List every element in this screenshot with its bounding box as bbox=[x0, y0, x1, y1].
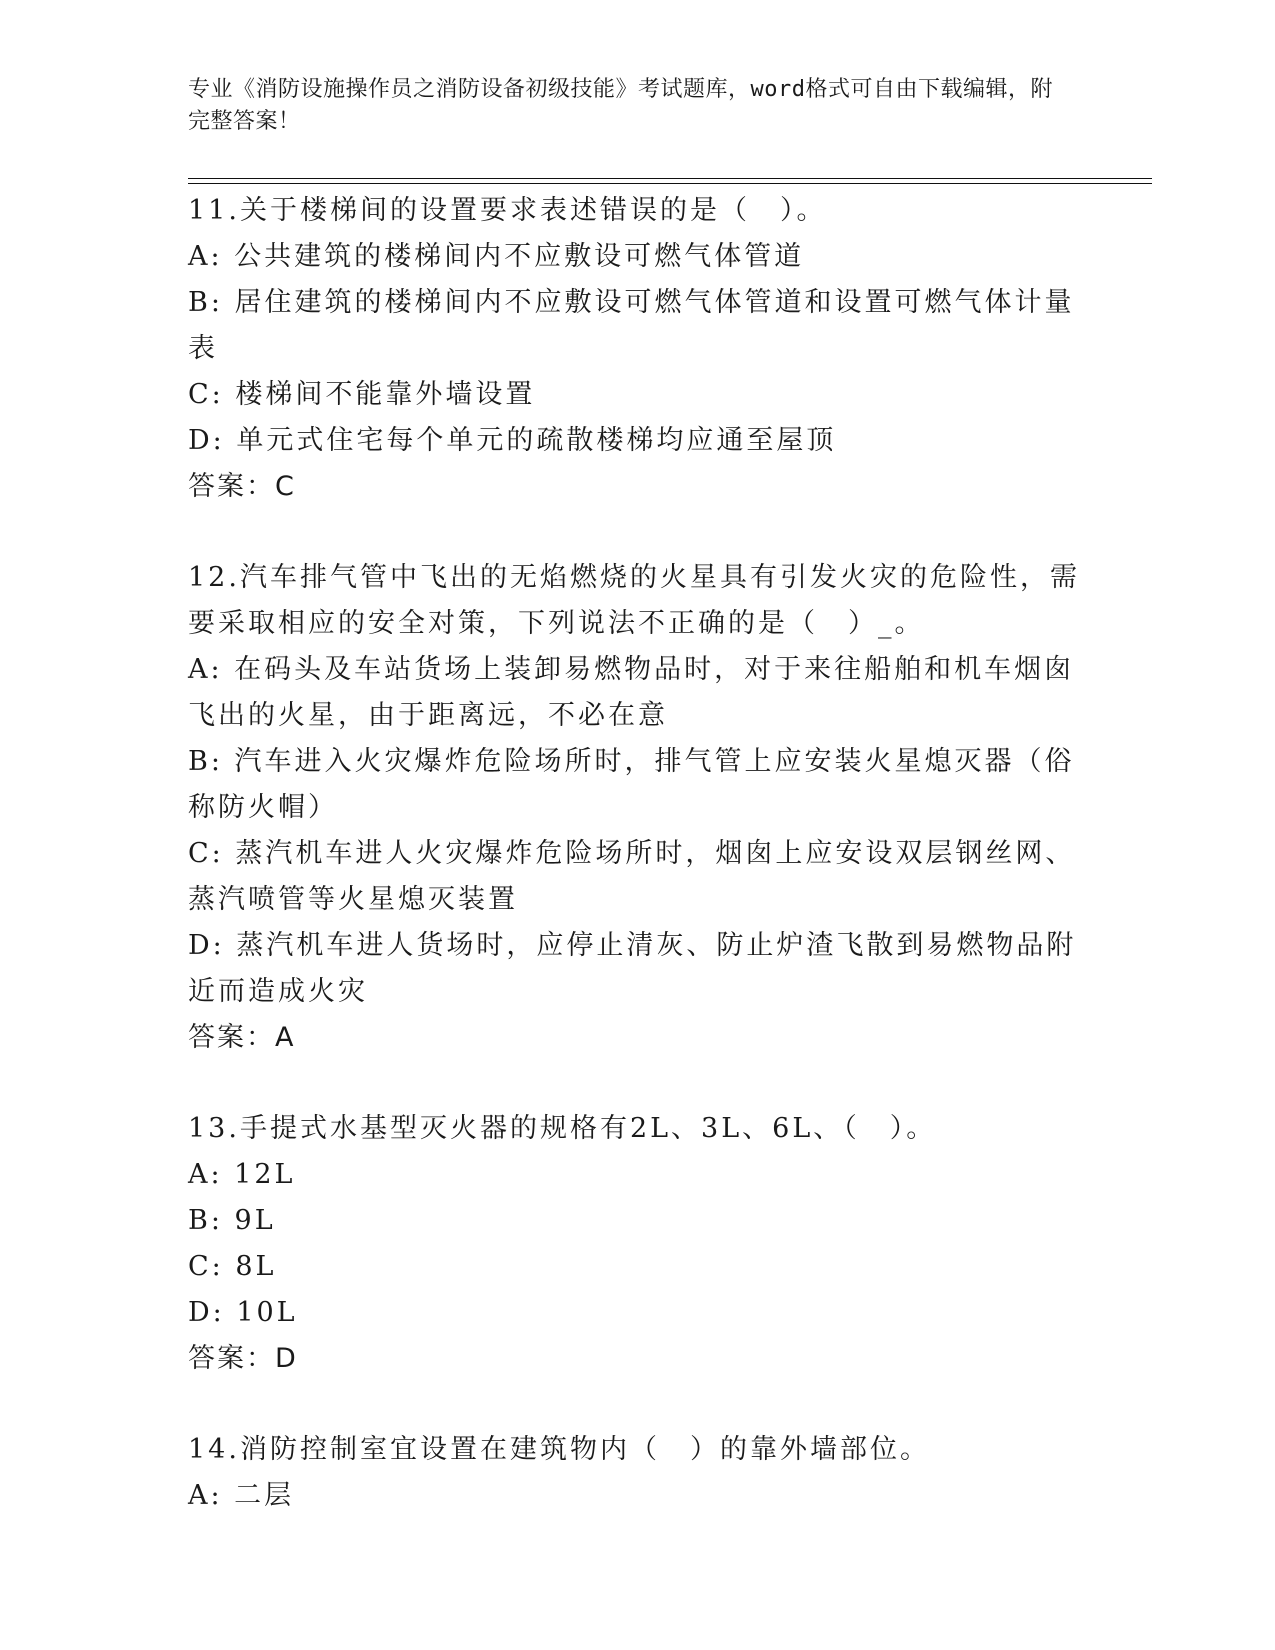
option-a: A: 公共建筑的楼梯间内不应敷设可燃气体管道 bbox=[188, 241, 805, 272]
question-stem: 12.汽车排气管中飞出的无焰燃烧的火星具有引发火灾的危险性，需要采取相应的安全对策，下列说法不正确的是（ ）_。 bbox=[188, 562, 1080, 639]
question-stem: 14.消防控制室宜设置在建筑物内（ ）的靠外墙部位。 bbox=[188, 1434, 930, 1465]
question-11 bbox=[188, 188, 1088, 510]
spacer bbox=[188, 1382, 1088, 1427]
option-c: C: 楼梯间不能靠外墙设置 bbox=[188, 379, 536, 410]
question-stem: 13.手提式水基型灭火器的规格有2L、3L、6L、（ ）。 bbox=[188, 1113, 937, 1144]
question-13 bbox=[188, 1106, 1088, 1382]
option-a: A: 二层 bbox=[188, 1480, 295, 1511]
option-c: C: 蒸汽机车进人火灾爆炸危险场所时，烟囱上应安设双层钢丝网、蒸汽喷管等火星熄灭装置 bbox=[188, 838, 1076, 915]
answer: 答案：A bbox=[188, 1022, 296, 1053]
question-12 bbox=[188, 555, 1088, 1061]
option-b: B: 9L bbox=[188, 1205, 276, 1236]
document-header bbox=[188, 74, 1068, 138]
question-stem: 11.关于楼梯间的设置要求表述错误的是（ ）。 bbox=[188, 195, 827, 226]
option-b: B: 汽车进入火灾爆炸危险场所时，排气管上应安装火星熄灭器（俗称防火帽） bbox=[188, 746, 1075, 823]
spacer bbox=[188, 1061, 1088, 1106]
option-d: D: 10L bbox=[188, 1297, 298, 1328]
option-c: C: 8L bbox=[188, 1251, 277, 1282]
option-a: A: 12L bbox=[188, 1159, 296, 1190]
header-divider-bottom bbox=[188, 183, 1152, 184]
option-d: D: 蒸汽机车进人货场时，应停止清灰、防止炉渣飞散到易燃物品附近而造成火灾 bbox=[188, 930, 1077, 1007]
question-list bbox=[188, 188, 1088, 1519]
question-14 bbox=[188, 1427, 1088, 1519]
header-text: 专业《消防设施操作员之消防设备初级技能》考试题库，word格式可自由下载编辑，附完整答案！ bbox=[188, 77, 1053, 134]
option-b: B: 居住建筑的楼梯间内不应敷设可燃气体管道和设置可燃气体计量表 bbox=[188, 287, 1075, 364]
answer: 答案：D bbox=[188, 1343, 298, 1374]
spacer bbox=[188, 510, 1088, 555]
option-a: A: 在码头及车站货场上装卸易燃物品时，对于来往船舶和机车烟囱飞出的火星，由于距离远，不必在意 bbox=[188, 654, 1075, 731]
option-d: D: 单元式住宅每个单元的疏散楼梯均应通至屋顶 bbox=[188, 425, 837, 456]
answer: 答案：C bbox=[188, 471, 296, 502]
header-divider-top bbox=[188, 178, 1152, 179]
